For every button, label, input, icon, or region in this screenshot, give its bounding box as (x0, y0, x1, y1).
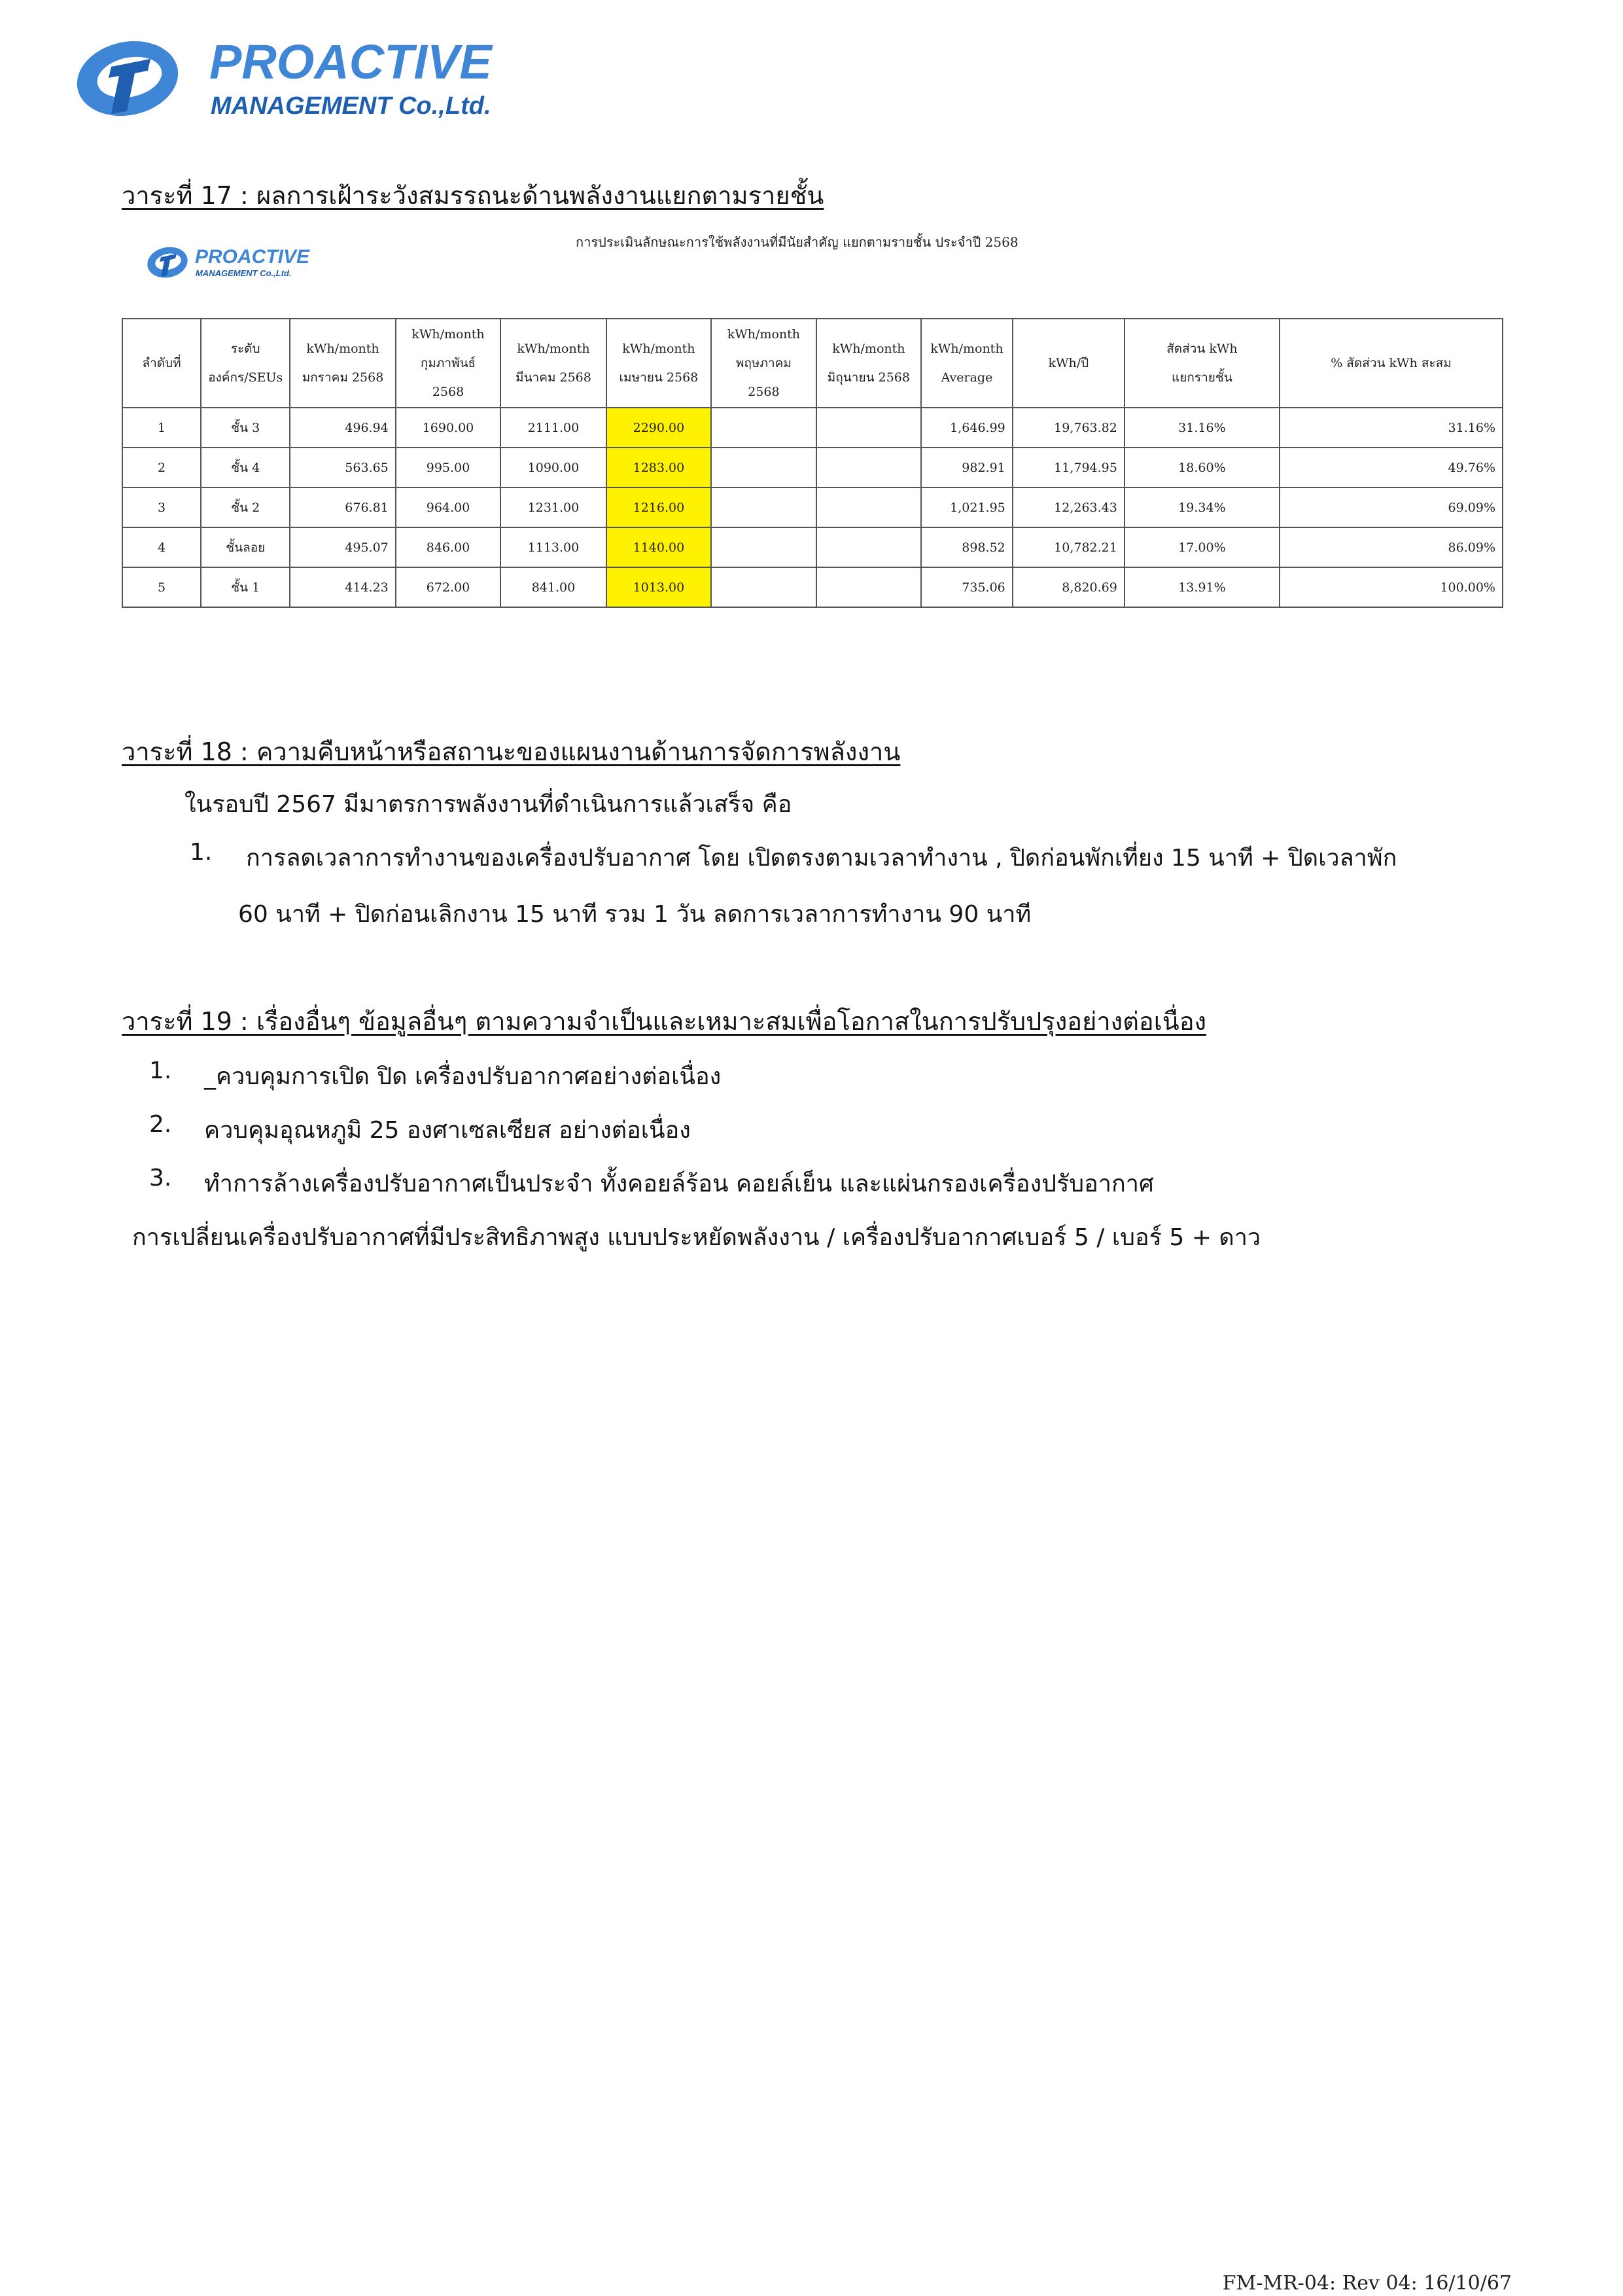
logo-emblem-icon (70, 32, 185, 125)
table-row (122, 527, 1503, 567)
table-row (122, 408, 1503, 448)
table-cell: 1283.00 (606, 448, 711, 487)
table-cell (711, 408, 816, 448)
table-body (122, 408, 1503, 607)
section-19-item-number: 1. (149, 1057, 172, 1084)
table-cell: 2 (122, 448, 201, 487)
table-cell: 31.16% (1280, 408, 1503, 448)
table-cell (816, 567, 921, 607)
table-cell: ชั้น 2 (201, 487, 290, 527)
logo-line2: MANAGEMENT Co.,Ltd. (196, 268, 292, 278)
table-cell: 49.76% (1280, 448, 1503, 487)
table-cell: 898.52 (921, 527, 1013, 567)
table-cell: 31.16% (1125, 408, 1280, 448)
table-cell: 1216.00 (606, 487, 711, 527)
energy-by-floor-table (122, 318, 1503, 608)
table-cell: 1,646.99 (921, 408, 1013, 448)
section-17-heading: วาระที่ 17 : ผลการเฝ้าระวังสมรรถนะด้านพลังงานแยกตามรายชั้น (122, 181, 824, 210)
table-cell (816, 448, 921, 487)
logo-line1: PROACTIVE (209, 35, 492, 89)
table-cell: 100.00% (1280, 567, 1503, 607)
table-cell: 13.91% (1125, 567, 1280, 607)
table-cell: 69.09% (1280, 487, 1503, 527)
table-logo (145, 241, 310, 281)
column-header: kWh/month กุมภาพันธ์ 2568 (396, 319, 500, 408)
column-header: kWh/month พฤษภาคม 2568 (711, 319, 816, 408)
table-cell: 841.00 (500, 567, 606, 607)
table-cell: 8,820.69 (1013, 567, 1125, 607)
table-cell: 672.00 (396, 567, 500, 607)
table-cell: 19,763.82 (1013, 408, 1125, 448)
table-cell: 86.09% (1280, 527, 1503, 567)
table-cell: ชั้น 1 (201, 567, 290, 607)
section-19-item-text: ควบคุมอุณหภูมิ 25 องศาเซลเซียส อย่างต่อเนื่อง (204, 1117, 691, 1144)
section-18-heading: วาระที่ 18 : ความคืบหน้าหรือสถานะของแผนงานด้านการจัดการพลังงาน (122, 737, 901, 766)
column-header: kWh/ปี (1013, 319, 1125, 408)
table-cell: 17.00% (1125, 527, 1280, 567)
table-cell: 2290.00 (606, 408, 711, 448)
table-cell: 735.06 (921, 567, 1013, 607)
table-cell (816, 487, 921, 527)
table-cell: 1013.00 (606, 567, 711, 607)
section-18-item-line2: 60 นาที + ปิดก่อนเลิกงาน 15 นาที รวม 1 วัน ลดการเวลาการทำงาน 90 นาที (238, 901, 1032, 928)
table-header-row (122, 319, 1503, 408)
table-cell: 496.94 (290, 408, 395, 448)
table-cell (816, 408, 921, 448)
column-header: ระดับ องค์กร/SEUs (201, 319, 290, 408)
table-cell: 414.23 (290, 567, 395, 607)
table-cell: ชั้น 3 (201, 408, 290, 448)
table-cell (816, 527, 921, 567)
section-19-item-number: 2. (149, 1111, 172, 1138)
logo-line1: PROACTIVE (195, 246, 310, 268)
logo-emblem-icon (145, 243, 190, 281)
table-cell: 995.00 (396, 448, 500, 487)
table-cell: 5 (122, 567, 201, 607)
table-cell: 1 (122, 408, 201, 448)
table-cell: 1231.00 (500, 487, 606, 527)
table-cell: 1690.00 (396, 408, 500, 448)
table-cell (711, 448, 816, 487)
document-code-footer: FM-MR-04: Rev 04: 16/10/67 (1222, 2272, 1512, 2295)
table-row (122, 448, 1503, 487)
column-header: kWh/month มิถุนายน 2568 (816, 319, 921, 408)
table-cell: 10,782.21 (1013, 527, 1125, 567)
table-cell: 2111.00 (500, 408, 606, 448)
table-cell: 1140.00 (606, 527, 711, 567)
table-cell (711, 487, 816, 527)
table-cell: 676.81 (290, 487, 395, 527)
table-cell: 1113.00 (500, 527, 606, 567)
section-18-item-line1: การลดเวลาการทำงานของเครื่องปรับอากาศ โดย เปิดตรงตามเวลาทำงาน , ปิดก่อนพักเที่ยง 15 นาที + ปิดเวลาพัก (246, 845, 1397, 872)
table-row (122, 567, 1503, 607)
table-cell: 1,021.95 (921, 487, 1013, 527)
table-cell: 563.65 (290, 448, 395, 487)
section-19-item-number: 3. (149, 1165, 172, 1192)
table-cell: 964.00 (396, 487, 500, 527)
table-cell: 1090.00 (500, 448, 606, 487)
table-cell: 3 (122, 487, 201, 527)
table-cell (711, 527, 816, 567)
table-cell: ชั้น 4 (201, 448, 290, 487)
table-cell: 846.00 (396, 527, 500, 567)
table-cell: 11,794.95 (1013, 448, 1125, 487)
section-19-item-text: ทำการล้างเครื่องปรับอากาศเป็นประจำ ทั้งคอยล์ร้อน คอยล์เย็น และแผ่นกรองเครื่องปรับอากาศ (204, 1171, 1154, 1197)
column-header: kWh/month มีนาคม 2568 (500, 319, 606, 408)
section-18-intro: ในรอบปี 2567 มีมาตรการพลังงานที่ดำเนินการแล้วเสร็จ คือ (184, 791, 792, 818)
table-cell: 12,263.43 (1013, 487, 1125, 527)
column-header: kWh/month Average (921, 319, 1013, 408)
table-cell: 18.60% (1125, 448, 1280, 487)
table-cell: 19.34% (1125, 487, 1280, 527)
table-cell: ชั้นลอย (201, 527, 290, 567)
table-cell: 4 (122, 527, 201, 567)
column-header: kWh/month มกราคม 2568 (290, 319, 395, 408)
column-header: ลำดับที่ (122, 319, 201, 408)
table-cell (711, 567, 816, 607)
table-cell: 982.91 (921, 448, 1013, 487)
section-18-item-number: 1. (190, 839, 213, 866)
column-header: % สัดส่วน kWh สะสม (1280, 319, 1503, 408)
section-19-extra-note: การเปลี่ยนเครื่องปรับอากาศที่มีประสิทธิภาพสูง แบบประหยัดพลังงาน / เครื่องปรับอากาศเบอร์ 5 / เบอร์ 5 + ดาว (132, 1224, 1261, 1251)
table-cell: 495.07 (290, 527, 395, 567)
logo-line2: MANAGEMENT Co.,Ltd. (211, 92, 491, 120)
column-header: สัดส่วน kWh แยกรายชั้น (1125, 319, 1280, 408)
company-logo (72, 27, 492, 126)
table-title: การประเมินลักษณะการใช้พลังงานที่มีนัยสำคัญ แยกตามรายชั้น ประจำปี 2568 (576, 234, 1019, 250)
section-19-item-text: _ควบคุมการเปิด ปิด เครื่องปรับอากาศอย่างต่อเนื่อง (204, 1063, 722, 1090)
table-row (122, 487, 1503, 527)
column-header: kWh/month เมษายน 2568 (606, 319, 711, 408)
section-19-heading: วาระที่ 19 : เรื่องอื่นๆ ข้อมูลอื่นๆ ตามความจำเป็นและเหมาะสมเพื่อโอกาสในการปรับปรุงอย่างต่อเนื่อง (122, 1007, 1207, 1036)
